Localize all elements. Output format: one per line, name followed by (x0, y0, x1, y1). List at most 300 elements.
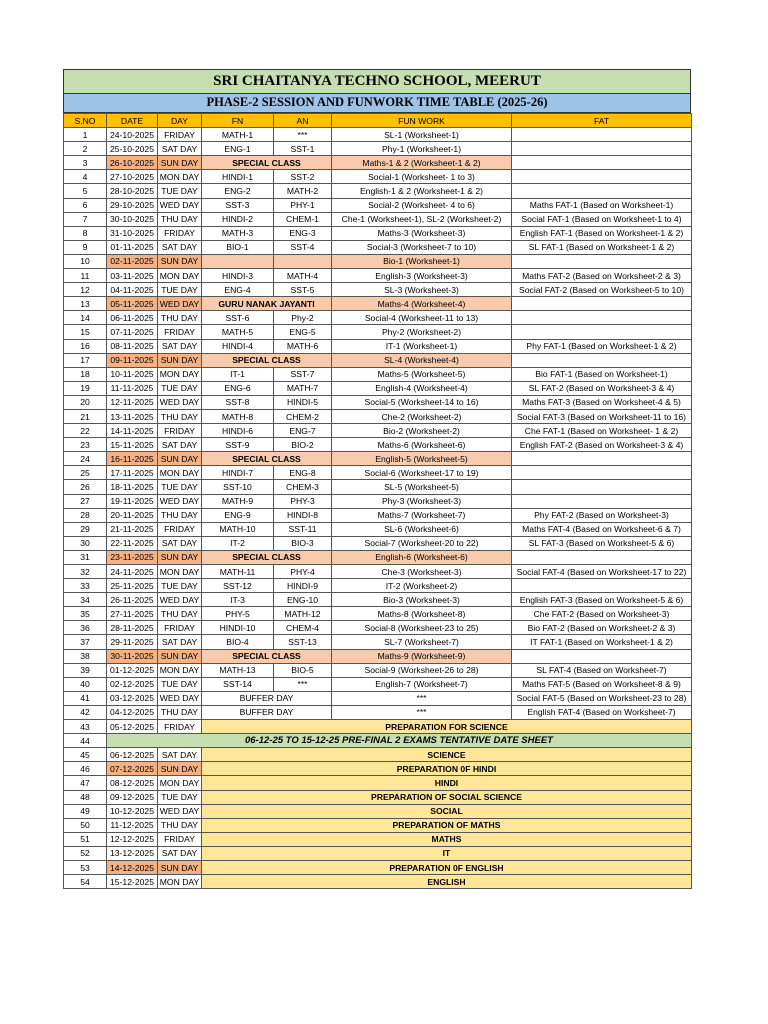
table-row (64, 142, 692, 156)
fat-cell (512, 170, 692, 184)
exam-subject-cell: PREPARATION OF SOCIAL SCIENCE (202, 790, 692, 804)
day-cell: TUE DAY (158, 790, 202, 804)
sno-cell: 33 (64, 579, 107, 593)
day-cell: WED DAY (158, 297, 202, 311)
fun-work-cell: Social-9 (Worksheet-26 to 28) (332, 663, 512, 677)
fun-work-cell: SL-3 (Worksheet-3) (332, 283, 512, 297)
date-cell: 08-11-2025 (107, 339, 158, 353)
date-cell: 04-12-2025 (107, 705, 158, 719)
table-row (64, 353, 692, 367)
table-row (64, 297, 692, 311)
date-cell: 15-11-2025 (107, 438, 158, 452)
day-cell: FRIDAY (158, 720, 202, 734)
day-cell: SAT DAY (158, 536, 202, 550)
sno-cell: 13 (64, 297, 107, 311)
date-cell: 26-10-2025 (107, 156, 158, 170)
date-cell: 05-11-2025 (107, 297, 158, 311)
fun-work-cell: SL-7 (Worksheet-7) (332, 635, 512, 649)
fun-work-cell: English-4 (Worksheet-4) (332, 381, 512, 395)
table-row (64, 198, 692, 212)
table-row (64, 550, 692, 564)
an-cell: HINDI-9 (274, 579, 332, 593)
table-row (64, 677, 692, 691)
fn-cell: ENG-6 (202, 381, 274, 395)
an-cell: CHEM-1 (274, 212, 332, 226)
day-cell: SAT DAY (158, 240, 202, 254)
an-cell: MATH-6 (274, 339, 332, 353)
exam-banner-cell: 06-12-25 TO 15-12-25 PRE-FINAL 2 EXAMS TENTATIVE DATE SHEET (107, 734, 692, 748)
date-cell: 05-12-2025 (107, 720, 158, 734)
table-row (64, 494, 692, 508)
date-cell: 06-11-2025 (107, 311, 158, 325)
day-cell: MON DAY (158, 565, 202, 579)
fun-work-cell: Social-7 (Worksheet-20 to 22) (332, 536, 512, 550)
day-cell: FRIDAY (158, 325, 202, 339)
date-cell: 07-11-2025 (107, 325, 158, 339)
day-cell: WED DAY (158, 395, 202, 409)
table-row (64, 621, 692, 635)
fun-work-cell: Maths-6 (Worksheet-6) (332, 438, 512, 452)
fn-cell: MATH-8 (202, 409, 274, 423)
date-cell: 11-11-2025 (107, 381, 158, 395)
fun-work-cell: Phy-2 (Worksheet-2) (332, 325, 512, 339)
sno-cell: 32 (64, 565, 107, 579)
fn-cell: MATH-10 (202, 522, 274, 536)
date-cell: 17-11-2025 (107, 466, 158, 480)
date-cell: 12-11-2025 (107, 395, 158, 409)
exam-banner-row (64, 734, 692, 748)
sno-cell: 11 (64, 269, 107, 283)
fn-cell: HINDI-2 (202, 212, 274, 226)
exam-subject-cell: ENGLISH (202, 875, 692, 889)
fat-cell: SL FAT-3 (Based on Worksheet-5 & 6) (512, 536, 692, 550)
day-cell: MON DAY (158, 466, 202, 480)
day-cell: MON DAY (158, 170, 202, 184)
fat-cell: Social FAT-3 (Based on Worksheet-11 to 16) (512, 409, 692, 423)
sno-cell: 1 (64, 128, 107, 142)
fun-work-cell: Social-6 (Worksheet-17 to 19) (332, 466, 512, 480)
sno-cell: 24 (64, 452, 107, 466)
day-cell: TUE DAY (158, 677, 202, 691)
special-class-cell: SPECIAL CLASS (202, 649, 332, 663)
an-cell: *** (274, 128, 332, 142)
fun-work-cell: Maths-7 (Worksheet-7) (332, 508, 512, 522)
an-cell: CHEM-2 (274, 409, 332, 423)
header-date: DATE (107, 114, 158, 128)
sno-cell: 15 (64, 325, 107, 339)
an-cell: SST-4 (274, 240, 332, 254)
fn-cell: ENG-9 (202, 508, 274, 522)
fn-cell: MATH-13 (202, 663, 274, 677)
table-row (64, 254, 692, 268)
date-cell: 19-11-2025 (107, 494, 158, 508)
fat-cell: IT FAT-1 (Based on Worksheet-1 & 2) (512, 635, 692, 649)
table-row (64, 508, 692, 522)
sno-cell: 38 (64, 649, 107, 663)
day-cell: MON DAY (158, 875, 202, 889)
sno-cell: 8 (64, 226, 107, 240)
sno-cell: 46 (64, 762, 107, 776)
fn-cell: BIO-1 (202, 240, 274, 254)
sno-cell: 36 (64, 621, 107, 635)
day-cell: FRIDAY (158, 522, 202, 536)
date-cell: 03-12-2025 (107, 691, 158, 705)
sno-cell: 53 (64, 860, 107, 874)
an-cell: SST-1 (274, 142, 332, 156)
day-cell: SUN DAY (158, 550, 202, 564)
table-row (64, 381, 692, 395)
fn-cell: MATH-3 (202, 226, 274, 240)
day-cell: SAT DAY (158, 635, 202, 649)
table-row (64, 226, 692, 240)
fun-work-cell: *** (332, 691, 512, 705)
date-cell: 16-11-2025 (107, 452, 158, 466)
exam-subject-cell: PREPARATION 0F HINDI (202, 762, 692, 776)
table-row (64, 212, 692, 226)
sno-cell: 21 (64, 409, 107, 423)
sno-cell: 28 (64, 508, 107, 522)
exam-subject-cell: MATHS (202, 832, 692, 846)
fun-work-cell: SL-4 (Worksheet-4) (332, 353, 512, 367)
fat-cell (512, 297, 692, 311)
school-title: SRI CHAITANYA TECHNO SCHOOL, MEERUT (63, 69, 691, 94)
fn-cell: IT-3 (202, 593, 274, 607)
table-row (64, 395, 692, 409)
fun-work-cell: Bio-2 (Worksheet-2) (332, 424, 512, 438)
fun-work-cell: Che-1 (Worksheet-1), SL-2 (Worksheet-2) (332, 212, 512, 226)
an-cell: SST-11 (274, 522, 332, 536)
date-cell: 09-11-2025 (107, 353, 158, 367)
buffer-day-cell: BUFFER DAY (202, 691, 332, 705)
exam-row (64, 762, 692, 776)
exam-subject-cell: PREPARATION OF MATHS (202, 818, 692, 832)
sno-cell: 5 (64, 184, 107, 198)
an-cell: ENG-3 (274, 226, 332, 240)
date-cell: 28-11-2025 (107, 621, 158, 635)
date-cell: 25-10-2025 (107, 142, 158, 156)
table-row (64, 705, 692, 719)
day-cell: TUE DAY (158, 480, 202, 494)
day-cell: SUN DAY (158, 762, 202, 776)
fat-cell: SL FAT-1 (Based on Worksheet-1 & 2) (512, 240, 692, 254)
sno-cell: 39 (64, 663, 107, 677)
date-cell: 01-11-2025 (107, 240, 158, 254)
fun-work-cell: Social-1 (Worksheet- 1 to 3) (332, 170, 512, 184)
special-class-cell: SPECIAL CLASS (202, 353, 332, 367)
table-row (64, 128, 692, 142)
day-cell: SUN DAY (158, 353, 202, 367)
sno-cell: 42 (64, 705, 107, 719)
fn-cell: SST-6 (202, 311, 274, 325)
sno-cell: 40 (64, 677, 107, 691)
fun-work-cell: Che-3 (Worksheet-3) (332, 565, 512, 579)
sno-cell: 17 (64, 353, 107, 367)
fun-work-cell: Maths-1 & 2 (Worksheet-1 & 2) (332, 156, 512, 170)
fat-cell (512, 649, 692, 663)
date-cell: 26-11-2025 (107, 593, 158, 607)
fat-cell (512, 156, 692, 170)
table-row (64, 565, 692, 579)
exam-row (64, 818, 692, 832)
sno-cell: 16 (64, 339, 107, 353)
sno-cell: 30 (64, 536, 107, 550)
date-cell: 13-12-2025 (107, 846, 158, 860)
fun-work-cell: SL-5 (Worksheet-5) (332, 480, 512, 494)
exam-subject-cell: SCIENCE (202, 748, 692, 762)
day-cell: SAT DAY (158, 748, 202, 762)
an-cell: BIO-3 (274, 536, 332, 550)
fat-cell (512, 353, 692, 367)
fat-cell: English FAT-4 (Based on Worksheet-7) (512, 705, 692, 719)
date-cell: 03-11-2025 (107, 269, 158, 283)
special-class-cell: SPECIAL CLASS (202, 156, 332, 170)
day-cell: THU DAY (158, 212, 202, 226)
date-cell: 02-12-2025 (107, 677, 158, 691)
sno-cell: 47 (64, 776, 107, 790)
table-row (64, 607, 692, 621)
fat-cell: Social FAT-5 (Based on Worksheet-23 to 28) (512, 691, 692, 705)
day-cell: MON DAY (158, 776, 202, 790)
date-cell: 10-11-2025 (107, 367, 158, 381)
date-cell: 22-11-2025 (107, 536, 158, 550)
sno-cell: 9 (64, 240, 107, 254)
an-cell: MATH-2 (274, 184, 332, 198)
sno-cell: 4 (64, 170, 107, 184)
fat-cell (512, 311, 692, 325)
fat-cell: Maths FAT-4 (Based on Worksheet-6 & 7) (512, 522, 692, 536)
an-cell: ENG-10 (274, 593, 332, 607)
table-row (64, 438, 692, 452)
fun-work-cell: Social-2 (Worksheet- 4 to 6) (332, 198, 512, 212)
day-cell: TUE DAY (158, 283, 202, 297)
table-row (64, 691, 692, 705)
an-cell: MATH-4 (274, 269, 332, 283)
fun-work-cell: Bio-3 (Worksheet-3) (332, 593, 512, 607)
date-cell: 27-10-2025 (107, 170, 158, 184)
sno-cell: 27 (64, 494, 107, 508)
fun-work-cell: *** (332, 705, 512, 719)
date-cell: 31-10-2025 (107, 226, 158, 240)
an-cell: BIO-2 (274, 438, 332, 452)
table-row (64, 536, 692, 550)
fat-cell (512, 254, 692, 268)
fun-work-cell: Phy-1 (Worksheet-1) (332, 142, 512, 156)
fat-cell (512, 579, 692, 593)
an-cell: CHEM-3 (274, 480, 332, 494)
timetable-sheet (63, 69, 691, 889)
fat-cell: Maths FAT-3 (Based on Worksheet-4 & 5) (512, 395, 692, 409)
day-cell: TUE DAY (158, 579, 202, 593)
day-cell: THU DAY (158, 409, 202, 423)
day-cell: WED DAY (158, 691, 202, 705)
fn-cell: ENG-4 (202, 283, 274, 297)
an-cell: ENG-8 (274, 466, 332, 480)
exam-row (64, 846, 692, 860)
an-cell: SST-2 (274, 170, 332, 184)
an-cell: SST-7 (274, 367, 332, 381)
sno-cell: 48 (64, 790, 107, 804)
table-row (64, 649, 692, 663)
an-cell: PHY-1 (274, 198, 332, 212)
sno-cell: 51 (64, 832, 107, 846)
header-an: AN (274, 114, 332, 128)
fn-cell: HINDI-6 (202, 424, 274, 438)
an-cell: Phy-2 (274, 311, 332, 325)
table-row (64, 156, 692, 170)
fn-cell: HINDI-4 (202, 339, 274, 353)
fn-cell: SST-12 (202, 579, 274, 593)
fat-cell: English FAT-2 (Based on Worksheet-3 & 4) (512, 438, 692, 452)
preparation-cell: PREPARATION FOR SCIENCE (202, 720, 692, 734)
fat-cell: Social FAT-2 (Based on Worksheet-5 to 10) (512, 283, 692, 297)
day-cell: THU DAY (158, 705, 202, 719)
fat-cell (512, 452, 692, 466)
day-cell: SUN DAY (158, 860, 202, 874)
sno-cell: 35 (64, 607, 107, 621)
fn-cell: ENG-2 (202, 184, 274, 198)
day-cell: WED DAY (158, 804, 202, 818)
fun-work-cell: Social-3 (Worksheet-7 to 10) (332, 240, 512, 254)
date-cell: 30-11-2025 (107, 649, 158, 663)
an-cell: HINDI-8 (274, 508, 332, 522)
day-cell: MON DAY (158, 269, 202, 283)
sno-cell: 45 (64, 748, 107, 762)
fat-cell: SL FAT-4 (Based on Worksheet-7) (512, 663, 692, 677)
fun-work-cell: Maths-9 (Worksheet-9) (332, 649, 512, 663)
fat-cell: Maths FAT-2 (Based on Worksheet-2 & 3) (512, 269, 692, 283)
fun-work-cell: English-3 (Worksheet-3) (332, 269, 512, 283)
date-cell: 02-11-2025 (107, 254, 158, 268)
table-row (64, 240, 692, 254)
table-row (64, 325, 692, 339)
header-fn: FN (202, 114, 274, 128)
table-row (64, 635, 692, 649)
sno-cell: 18 (64, 367, 107, 381)
an-cell (274, 254, 332, 268)
table-row (64, 269, 692, 283)
fat-cell: SL FAT-2 (Based on Worksheet-3 & 4) (512, 381, 692, 395)
day-cell: WED DAY (158, 198, 202, 212)
date-cell: 29-11-2025 (107, 635, 158, 649)
sno-cell: 20 (64, 395, 107, 409)
day-cell: THU DAY (158, 818, 202, 832)
fun-work-cell: SL-6 (Worksheet-6) (332, 522, 512, 536)
table-row (64, 424, 692, 438)
fat-cell: Social FAT-1 (Based on Worksheet-1 to 4) (512, 212, 692, 226)
date-cell: 28-10-2025 (107, 184, 158, 198)
an-cell: SST-13 (274, 635, 332, 649)
sno-cell: 6 (64, 198, 107, 212)
table-row (64, 663, 692, 677)
day-cell: THU DAY (158, 508, 202, 522)
header-row (64, 114, 692, 128)
fn-cell: MATH-1 (202, 128, 274, 142)
fat-cell: Che FAT-2 (Based on Worksheet-3) (512, 607, 692, 621)
fun-work-cell: Social-4 (Worksheet-11 to 13) (332, 311, 512, 325)
an-cell: BIO-5 (274, 663, 332, 677)
day-cell: THU DAY (158, 607, 202, 621)
date-cell: 06-12-2025 (107, 748, 158, 762)
fun-work-cell: Social-8 (Worksheet-23 to 25) (332, 621, 512, 635)
an-cell: *** (274, 677, 332, 691)
sno-cell: 14 (64, 311, 107, 325)
header-sno: S.NO (64, 114, 107, 128)
day-cell: THU DAY (158, 311, 202, 325)
sno-cell: 31 (64, 550, 107, 564)
sno-cell: 29 (64, 522, 107, 536)
fn-cell: PHY-5 (202, 607, 274, 621)
fun-work-cell: Maths-8 (Worksheet-8) (332, 607, 512, 621)
timetable-table (63, 113, 692, 889)
an-cell: PHY-4 (274, 565, 332, 579)
date-cell: 29-10-2025 (107, 198, 158, 212)
header-fat: FAT (512, 114, 692, 128)
special-class-cell: SPECIAL CLASS (202, 550, 332, 564)
exam-subject-cell: IT (202, 846, 692, 860)
table-row (64, 311, 692, 325)
fun-work-cell: English-5 (Worksheet-5) (332, 452, 512, 466)
fat-cell (512, 325, 692, 339)
day-cell: SUN DAY (158, 254, 202, 268)
sno-cell: 26 (64, 480, 107, 494)
fun-work-cell: Maths-5 (Worksheet-5) (332, 367, 512, 381)
fat-cell (512, 550, 692, 564)
sno-cell: 10 (64, 254, 107, 268)
fn-cell: SST-8 (202, 395, 274, 409)
sno-cell: 34 (64, 593, 107, 607)
fun-work-cell: Maths-4 (Worksheet-4) (332, 297, 512, 311)
fn-cell: BIO-4 (202, 635, 274, 649)
table-row (64, 339, 692, 353)
day-cell: SUN DAY (158, 452, 202, 466)
exam-subject-cell: HINDI (202, 776, 692, 790)
date-cell: 18-11-2025 (107, 480, 158, 494)
date-cell: 14-11-2025 (107, 424, 158, 438)
fat-cell (512, 466, 692, 480)
an-cell: MATH-12 (274, 607, 332, 621)
an-cell: ENG-7 (274, 424, 332, 438)
sno-cell: 52 (64, 846, 107, 860)
fun-work-cell: Maths-3 (Worksheet-3) (332, 226, 512, 240)
date-cell: 12-12-2025 (107, 832, 158, 846)
date-cell: 25-11-2025 (107, 579, 158, 593)
table-row (64, 593, 692, 607)
fn-cell: HINDI-10 (202, 621, 274, 635)
timetable-body (64, 128, 692, 889)
an-cell: HINDI-5 (274, 395, 332, 409)
fn-cell: HINDI-3 (202, 269, 274, 283)
fun-work-cell: Bio-1 (Worksheet-1) (332, 254, 512, 268)
fat-cell: Social FAT-4 (Based on Worksheet-17 to 22) (512, 565, 692, 579)
day-cell: FRIDAY (158, 226, 202, 240)
an-cell: CHEM-4 (274, 621, 332, 635)
exam-row (64, 790, 692, 804)
exam-subject-cell: PREPARATION 0F ENGLISH (202, 860, 692, 874)
date-cell: 09-12-2025 (107, 790, 158, 804)
table-row (64, 452, 692, 466)
an-cell: ENG-5 (274, 325, 332, 339)
exam-row (64, 804, 692, 818)
fn-cell: HINDI-7 (202, 466, 274, 480)
fn-cell: SST-14 (202, 677, 274, 691)
exam-row (64, 776, 692, 790)
day-cell: MON DAY (158, 663, 202, 677)
day-cell: WED DAY (158, 494, 202, 508)
date-cell: 30-10-2025 (107, 212, 158, 226)
date-cell: 21-11-2025 (107, 522, 158, 536)
day-cell: FRIDAY (158, 621, 202, 635)
sno-cell: 49 (64, 804, 107, 818)
